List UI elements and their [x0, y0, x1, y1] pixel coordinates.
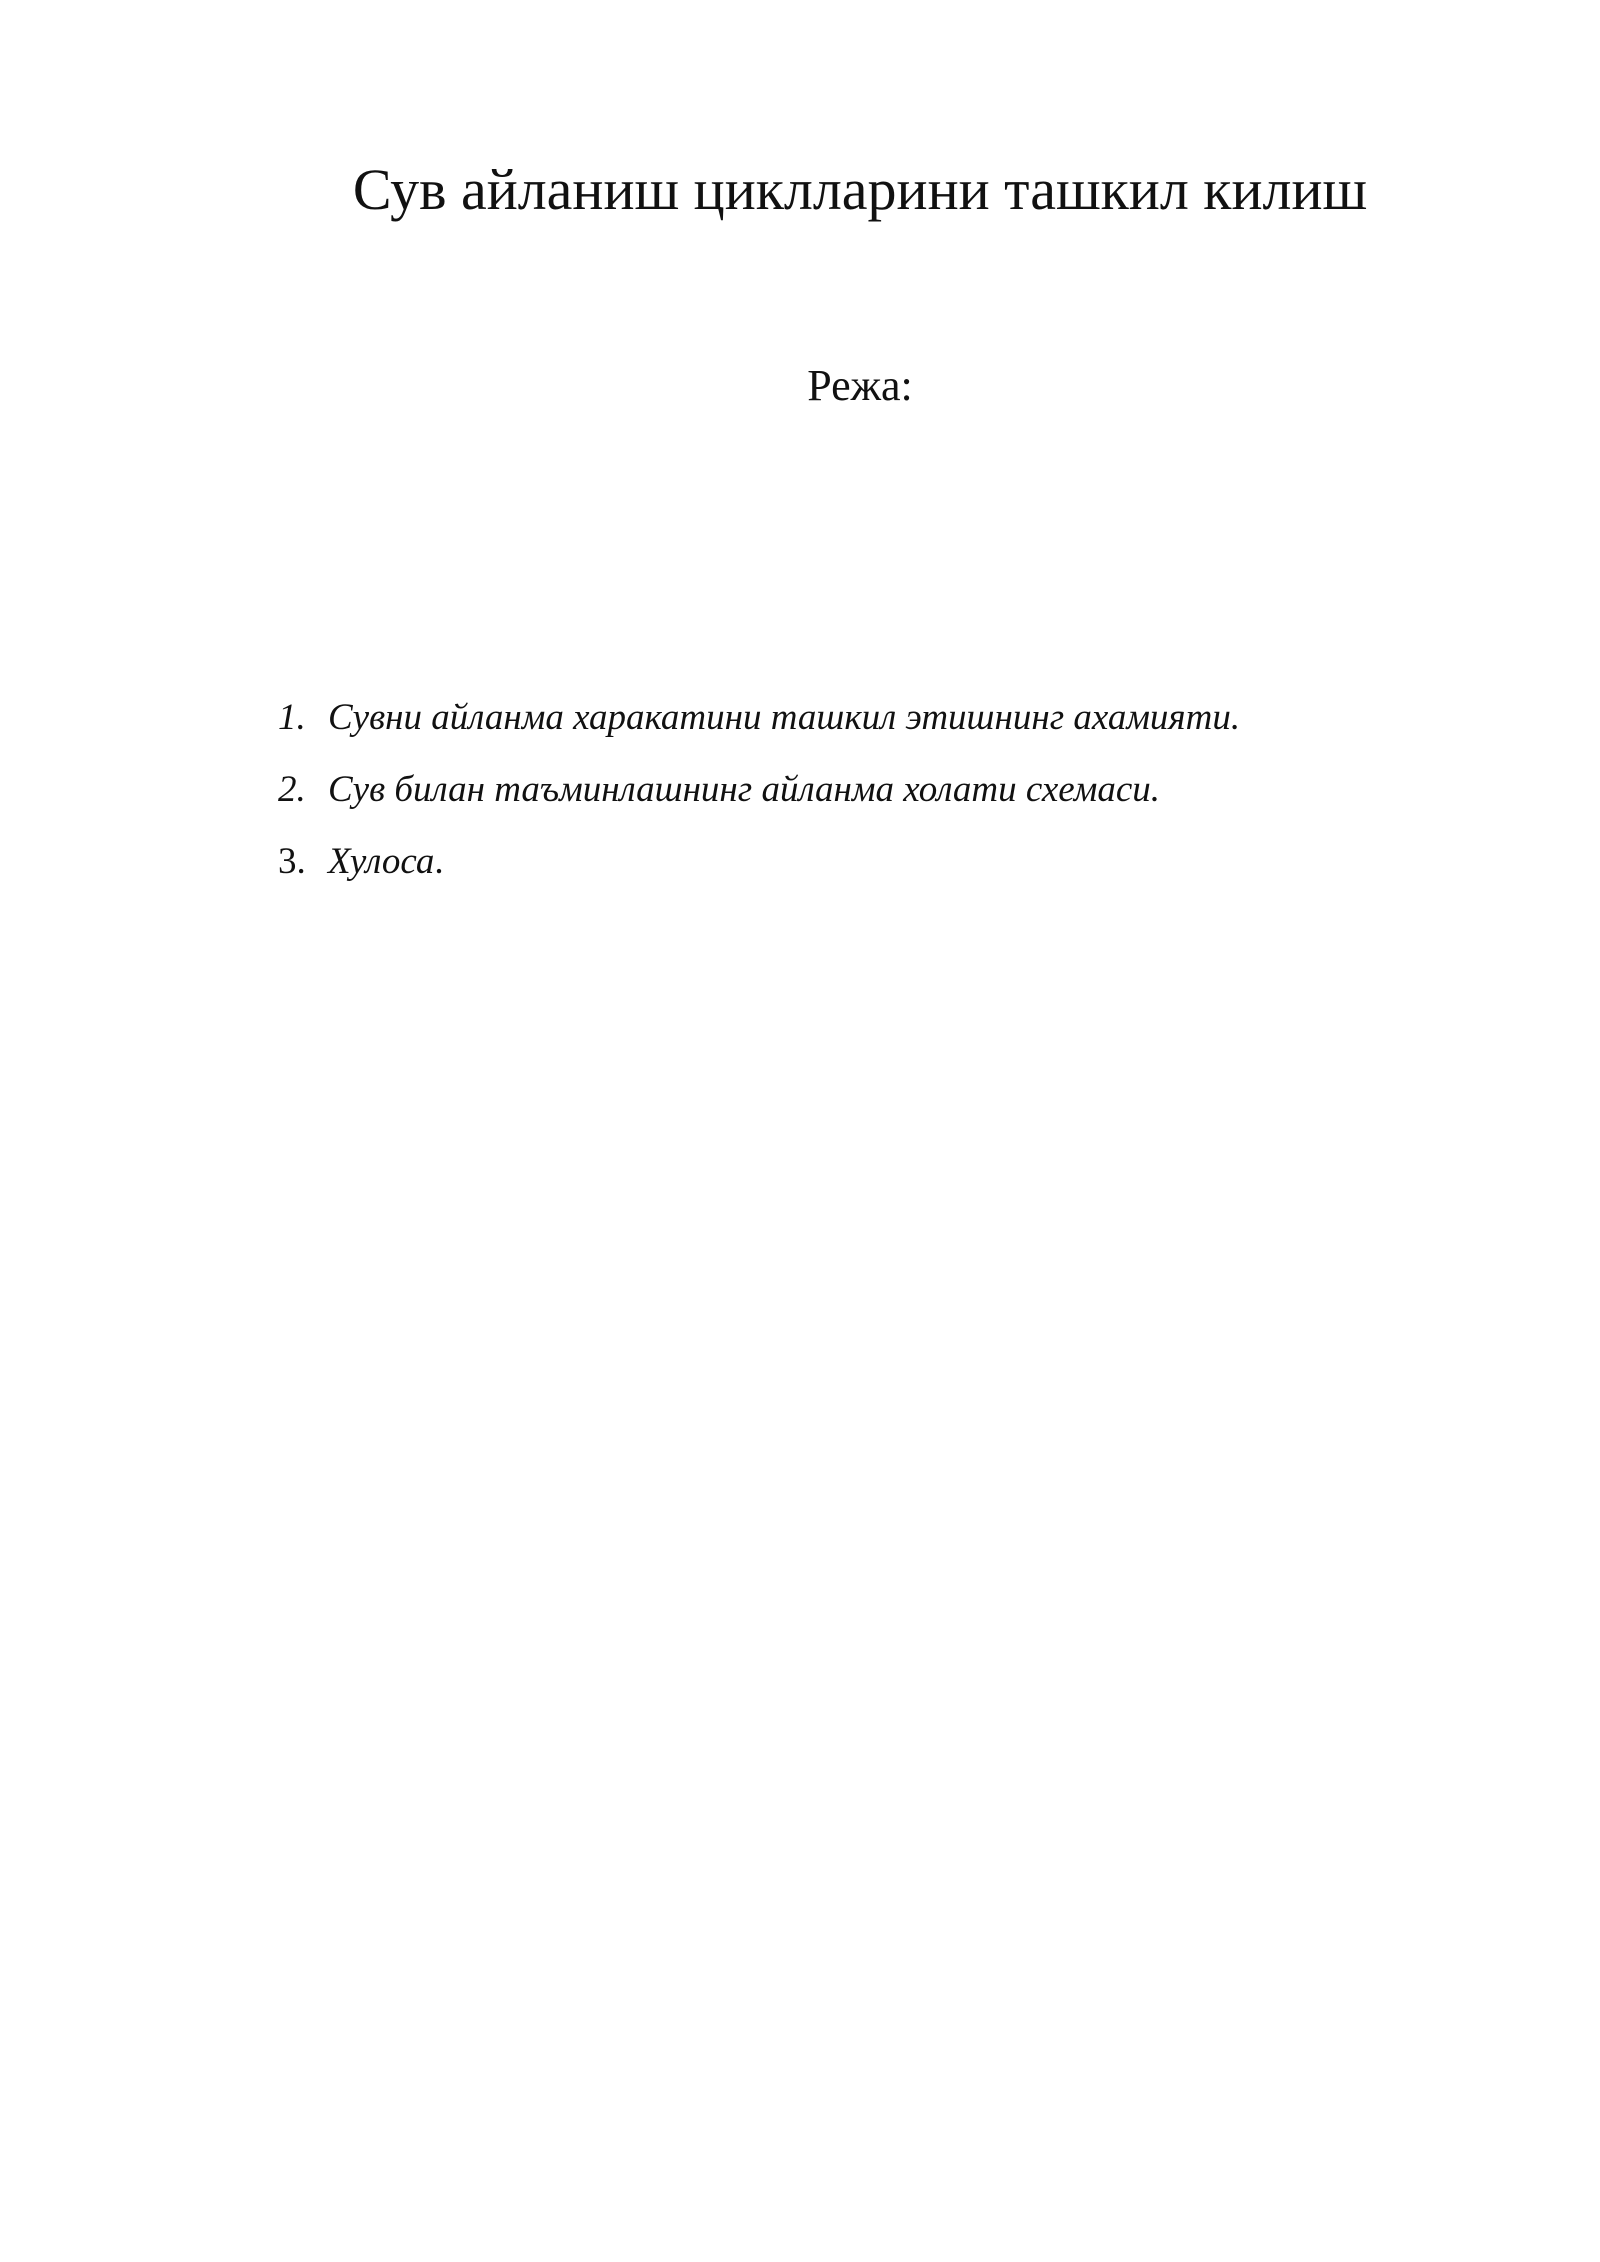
plan-list	[278, 682, 1240, 898]
list-item-period: .	[434, 841, 444, 882]
list-item-number: 3.	[278, 841, 306, 882]
list-item-text: Сув билан таъминлашнинг айланма холати схемаси.	[328, 769, 1161, 810]
document-title: Сув айланиш циклларини ташкил килиш	[352, 157, 1368, 222]
list-item-number: 1.	[278, 697, 306, 738]
list-item	[278, 754, 1240, 826]
list-item-number: 2.	[278, 769, 306, 810]
plan-heading: Режа:	[807, 361, 913, 410]
list-item-text: Сувни айланма харакатини ташкил этишнинг ахамияти.	[328, 697, 1241, 738]
list-item-text: Хулоса	[328, 841, 435, 882]
list-item	[278, 826, 1240, 898]
list-item	[278, 682, 1240, 754]
